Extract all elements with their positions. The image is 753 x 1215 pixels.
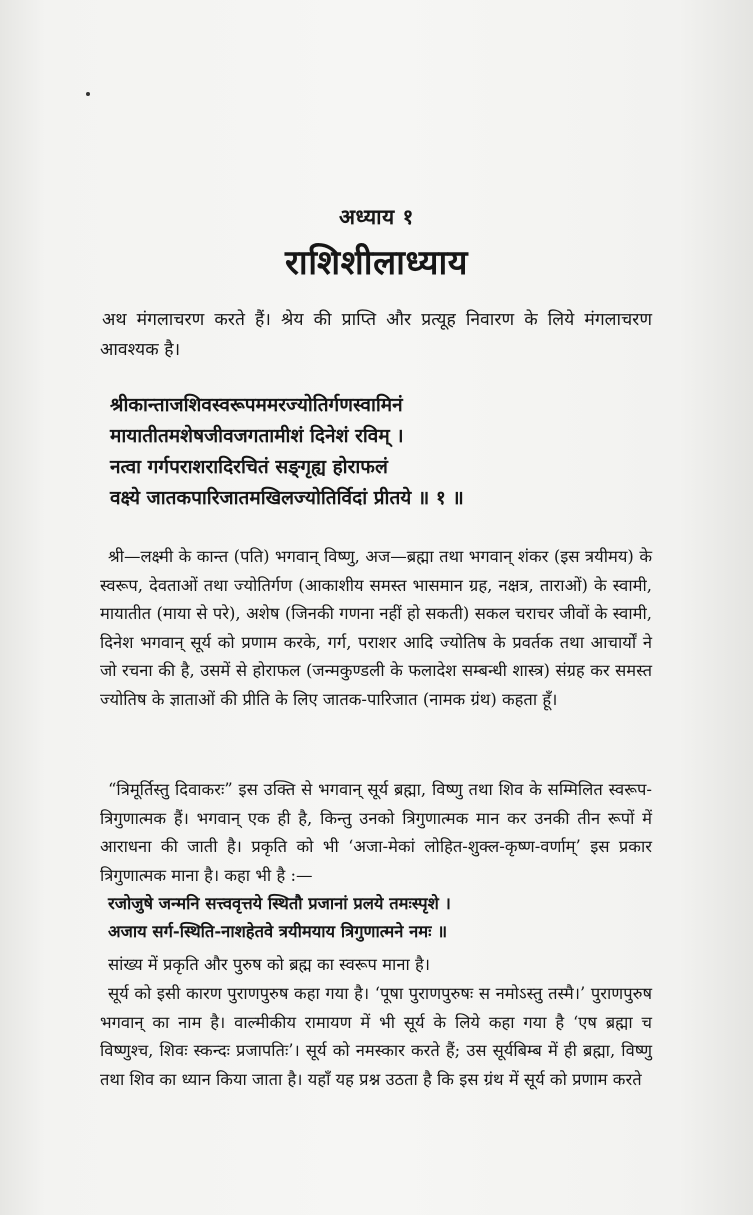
- ink-speck: [86, 92, 90, 96]
- verse-line: मायातीतमशेषजीवजगतामीशं दिनेशं रविम् ।: [110, 425, 404, 447]
- intro-paragraph: अथ मंगलाचरण करते हैं। श्रेय की प्राप्ति और प्रत्यूह निवारण के लिये मंगलाचरण आवश्यक है।: [100, 310, 652, 360]
- commentary-paragraph: सांख्य में प्रकृति और पुरुष को ब्रह्म का स्वरूप माना है।: [108, 955, 431, 974]
- chapter-number: अध्याय १: [339, 204, 414, 229]
- quote-line: अजाय सर्ग-स्थिति-नाशहेतवे त्रयीमयाय त्रिगुणात्मने नमः ॥: [108, 922, 448, 941]
- verse-line: नत्वा गर्गपराशरादिरचितं सङ्गृह्य होराफलं: [110, 456, 388, 478]
- verse-line: वक्ष्ये जातकपारिजातमखिलज्योतिर्विदां प्रीतये ॥ १ ॥: [110, 487, 464, 509]
- commentary-paragraph: श्री—लक्ष्मी के कान्त (पति) भगवान् विष्णु, अज—ब्रह्मा तथा भगवान् शंकर (इस त्रयीमय) के स्वरूप, देवताओं तथा ज्योतिर्गण (आकाशीय समस्त भासमान ग्रह, नक्षत्र, ताराओं) के स्वामी, मायातीत (माया से परे), अशेष (जिनकी गणना नहीं हो सकती) सकल चराचर जीवों के स्वामी, दिनेश भगवान् सूर्य को प्रणाम करके, गर्ग, पराशर आदि ज्योतिष के प्रवर्तक तथा आचार्यों ने जो रचना की है, उसमें से होराफल (जन्मकुण्डली के फलादेश सम्बन्धी शास्त्र) संग्रह कर समस्त ज्योतिष के ज्ञाताओं की प्रीति के लिए जातक-पारिजात (नामक ग्रंथ) कहता हूँ।: [100, 547, 652, 709]
- sanskrit-verse: [110, 390, 650, 514]
- chapter-title: राशिशीलाध्याय: [285, 243, 468, 283]
- commentary-paragraph: सूर्य को इसी कारण पुराणपुरुष कहा गया है। ‘पूषा पुराणपुरुषः स नमोऽस्तु तस्मै।’ पुराणपुरुष भगवान् का नाम है। वाल्मीकीय रामायण में भी सूर्य के लिये कहा गया है ‘एष ब्रह्मा च विष्णुश्च, शिवः स्कन्दः प्रजापतिः’। सूर्य को नमस्कार करते हैं; उस सूर्यबिम्ब में ही ब्रह्मा, विष्णु तथा शिव का ध्यान किया जाता है। यहाँ यह प्रश्न उठता है कि इस ग्रंथ में सूर्य को प्रणाम करते: [100, 984, 652, 1089]
- verse-line: श्रीकान्ताजशिवस्वरूपममरज्योतिर्गणस्वामिनं: [110, 394, 403, 416]
- quoted-verse: [108, 890, 653, 946]
- quote-line: रजोजुषे जन्मनि सत्त्ववृत्तये स्थितौ प्रजानां प्रलये तमःस्पृशे ।: [108, 894, 451, 913]
- commentary-paragraph: “त्रिमूर्तिस्तु दिवाकरः” इस उक्ति से भगवान् सूर्य ब्रह्मा, विष्णु तथा शिव के सम्मिलित स्वरूप-त्रिगुणात्मक हैं। भगवान् एक ही है, किन्तु उनको त्रिगुणात्मक मान कर उनकी तीन रूपों में आराधना की जाती है। प्रकृति को भी ‘अजा-मेकां लोहित-शुक्ल-कृष्ण-वर्णाम्’ इस प्रकार त्रिगुणात्मक माना है। कहा भी है :—: [100, 780, 652, 885]
